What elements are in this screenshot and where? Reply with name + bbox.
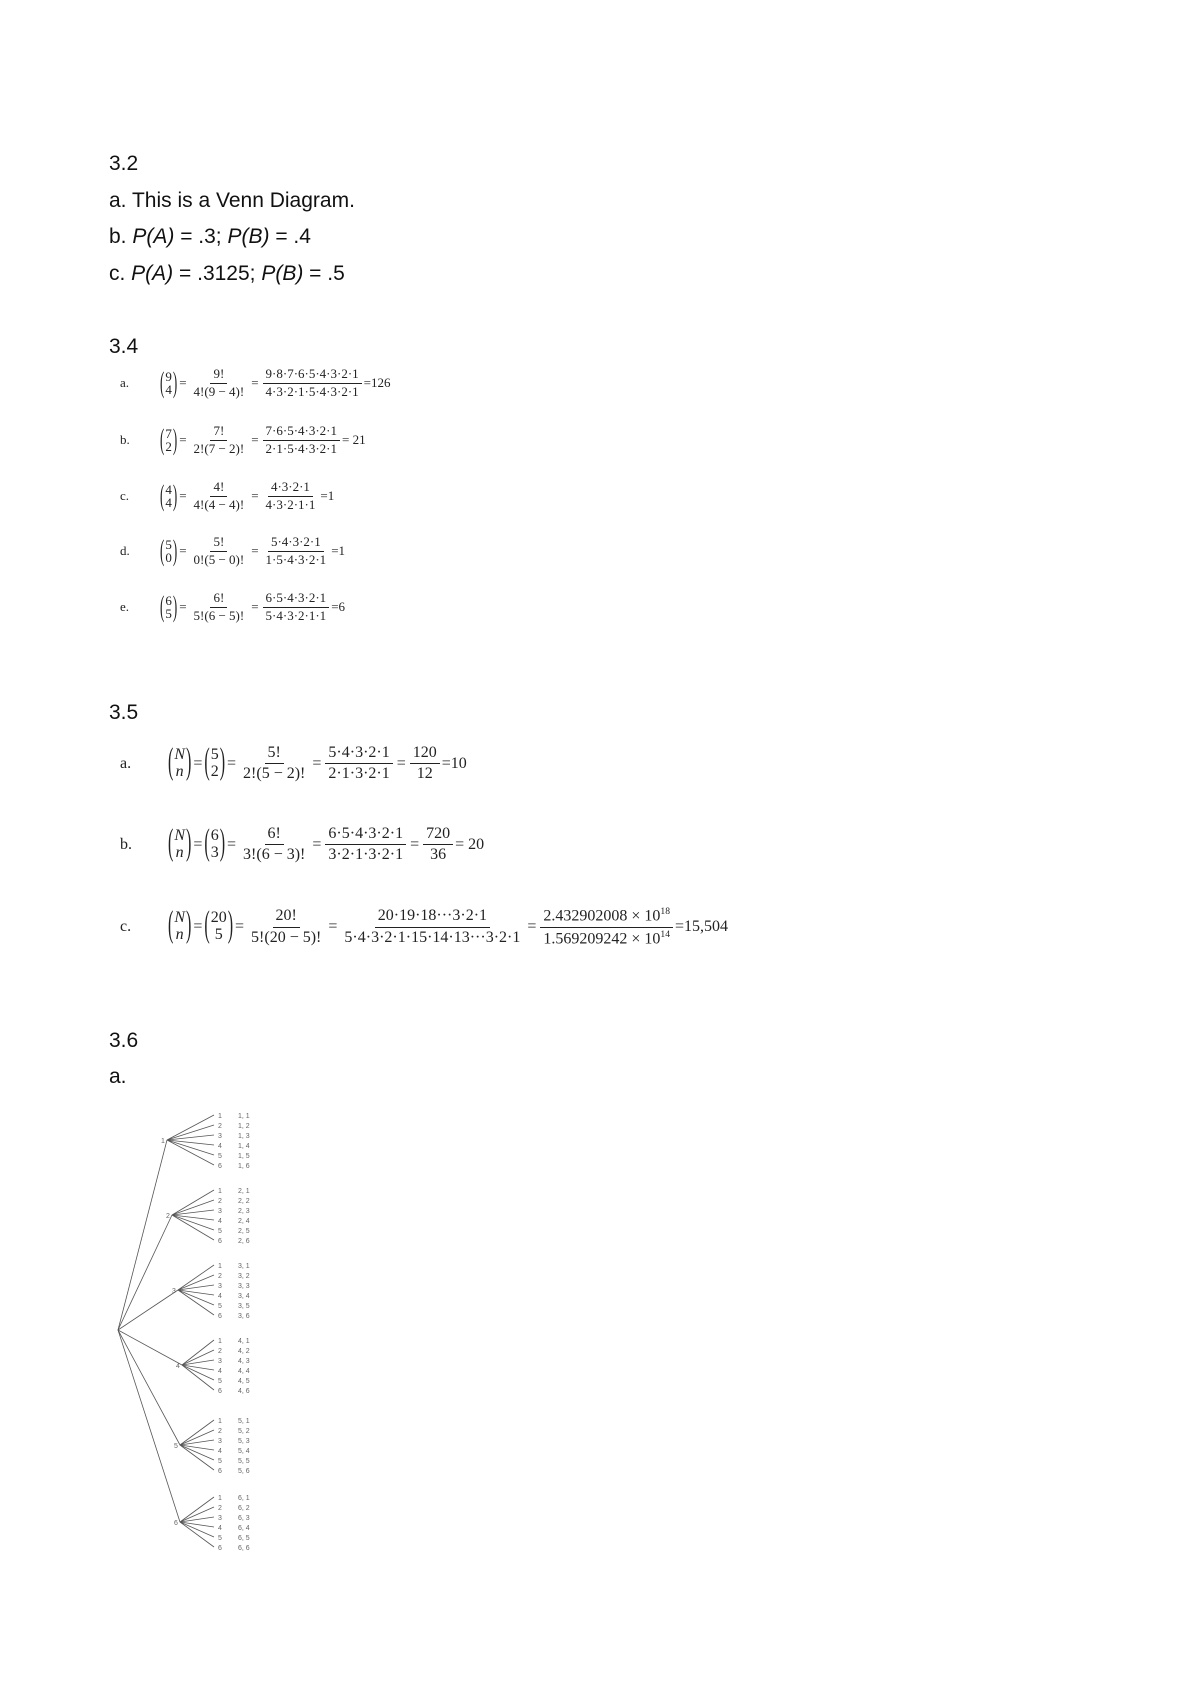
- denominator-base: 1.569209242 × 10: [543, 930, 661, 948]
- tree-second-label: 3: [218, 1208, 222, 1215]
- denominator: 12: [416, 765, 433, 783]
- tree-outcome-label: 3, 3: [238, 1283, 250, 1290]
- tree-outcome-label: 5, 3: [238, 1438, 250, 1445]
- numerator: 6!: [210, 591, 227, 608]
- tree-second-label: 5: [218, 1458, 222, 1465]
- tree-outcome-label: 6, 5: [238, 1535, 250, 1542]
- answer-3-2-c-end: = .5: [303, 262, 345, 285]
- tree-outcome-label: 2, 1: [238, 1188, 250, 1195]
- right-paren: ): [186, 824, 192, 864]
- tree-second-label: 2: [218, 1198, 222, 1205]
- equals-sign: =: [193, 835, 203, 853]
- tree-second-label: 6: [218, 1313, 222, 1320]
- tree-second-label: 1: [218, 1338, 222, 1345]
- denominator: 5!(6 − 5)!: [193, 607, 245, 623]
- equals-sign: =: [179, 488, 187, 504]
- numerator: 6!: [265, 825, 284, 845]
- equals-sign: =: [193, 754, 203, 772]
- equals-sign: =: [193, 918, 203, 936]
- section-heading-3-4: 3.4: [109, 335, 139, 358]
- equals-sign: =: [312, 835, 322, 853]
- tree-second-label: 1: [218, 1188, 222, 1195]
- tree-second-label: 2: [218, 1428, 222, 1435]
- binom-top: 7: [165, 425, 172, 441]
- binom-top: 20: [210, 909, 227, 927]
- denominator: 5·4·3·2·1·15·14·13···3·2·1: [344, 928, 521, 946]
- tree-second-label: 1: [218, 1418, 222, 1425]
- tree-outcome-label: 3, 2: [238, 1273, 250, 1280]
- tree-outcome-label: 3, 6: [238, 1313, 250, 1320]
- equals-sign: =: [251, 488, 259, 504]
- numerator: 5·4·3·2·1: [268, 535, 324, 552]
- tree-outcome-label: 5, 4: [238, 1448, 250, 1455]
- result: =15,504: [675, 918, 729, 936]
- tree-outcome-label: 2, 5: [238, 1228, 250, 1235]
- denominator: 4!(9 − 4)!: [193, 383, 245, 399]
- tree-outcome-label: 3, 5: [238, 1303, 250, 1310]
- right-paren: ): [219, 824, 226, 864]
- tree-outcome-label: 5, 1: [238, 1418, 250, 1425]
- numerator: 9!: [210, 367, 227, 384]
- row-label: b.: [120, 432, 130, 448]
- denominator: 0!(5 − 0)!: [193, 551, 245, 567]
- tree-outcome-label: 2, 3: [238, 1208, 250, 1215]
- left-paren: (: [160, 478, 165, 513]
- right-paren: ): [172, 478, 178, 513]
- tree-first-label: 1: [161, 1138, 165, 1145]
- tree-second-label: 5: [218, 1303, 222, 1310]
- section-heading-3-2: 3.2: [109, 152, 139, 175]
- numerator: 5·4·3·2·1: [325, 744, 392, 764]
- tree-outcome-label: 2, 6: [238, 1238, 250, 1245]
- tree-second-label: 4: [218, 1448, 222, 1455]
- left-paren: (: [168, 824, 174, 864]
- tree-second-label: 3: [218, 1133, 222, 1140]
- tree-second-label: 6: [218, 1388, 222, 1395]
- tree-second-label: 1: [218, 1113, 222, 1120]
- tree-outcome-label: 4, 4: [238, 1368, 250, 1375]
- denominator: 5!(20 − 5)!: [251, 928, 322, 946]
- tree-outcome-label: 4, 1: [238, 1338, 250, 1345]
- binom-bottom: 4: [165, 382, 172, 398]
- tree-second-label: 3: [218, 1438, 222, 1445]
- numerator: 120: [410, 744, 440, 764]
- row-label: c.: [120, 918, 132, 936]
- equals-sign: =: [251, 599, 259, 615]
- equals-sign: =: [328, 918, 338, 936]
- result: =1: [320, 488, 335, 504]
- binom-bottom: 0: [165, 550, 172, 566]
- result: = 20: [455, 835, 485, 853]
- row-label: c.: [120, 488, 130, 504]
- numerator-exponent: 18: [660, 906, 671, 917]
- section-heading-3-6: 3.6: [109, 1029, 139, 1052]
- row-label: a.: [120, 754, 132, 772]
- section-heading-3-5: 3.5: [109, 701, 139, 724]
- equals-sign: =: [227, 754, 237, 772]
- binom-bottom: 5: [214, 926, 223, 944]
- tree-outcome-label: 4, 6: [238, 1388, 250, 1395]
- numerator: 20!: [273, 907, 300, 927]
- tree-outcome-label: 2, 4: [238, 1218, 250, 1225]
- tree-outcome-label: 5, 5: [238, 1458, 250, 1465]
- tree-second-label: 4: [218, 1525, 222, 1532]
- tree-second-label: 5: [218, 1378, 222, 1385]
- answer-3-2-c-mid: = .3125;: [173, 262, 262, 285]
- left-paren: (: [160, 533, 165, 568]
- left-paren: (: [168, 743, 174, 783]
- answer-3-2-c-prefix: c.: [109, 262, 132, 285]
- denominator-exponent: 14: [660, 928, 671, 940]
- tree-second-label: 4: [218, 1368, 222, 1375]
- tree-first-label: 5: [174, 1443, 178, 1450]
- answer-3-2-a: a. This is a Venn Diagram.: [109, 189, 355, 212]
- equals-sign: =: [312, 754, 322, 772]
- tree-outcome-label: 5, 6: [238, 1468, 250, 1475]
- denominator: 4!(4 − 4)!: [193, 496, 245, 512]
- binom-top: 5: [165, 536, 172, 552]
- answer-3-2-b-mid: = .3;: [174, 225, 228, 248]
- tree-second-label: 6: [218, 1163, 222, 1170]
- tree-outcome-label: 6, 4: [238, 1525, 250, 1532]
- right-paren: ): [172, 365, 178, 400]
- denominator: 5·4·3·2·1·1: [265, 607, 327, 623]
- left-paren: (: [204, 906, 210, 946]
- equals-sign: =: [179, 432, 187, 448]
- tree-outcome-label: 2, 2: [238, 1198, 250, 1205]
- left-paren: (: [204, 824, 210, 864]
- left-paren: (: [160, 589, 165, 624]
- tree-outcome-label: 4, 5: [238, 1378, 250, 1385]
- result: = 21: [342, 432, 366, 448]
- tree-first-label: 3: [172, 1288, 176, 1295]
- binom-bottom: 5: [165, 606, 172, 622]
- right-paren: ): [186, 906, 192, 946]
- right-paren: ): [219, 743, 226, 783]
- prob-b-c: P(B): [261, 262, 304, 285]
- equals-sign: =: [179, 543, 187, 559]
- result: =1: [331, 543, 346, 559]
- tree-outcome-label: 1, 2: [238, 1123, 250, 1130]
- tree-first-label: 2: [166, 1213, 170, 1220]
- result: =10: [441, 754, 467, 772]
- tree-second-label: 6: [218, 1468, 222, 1475]
- numerator: 7!: [210, 424, 227, 441]
- equals-sign: =: [235, 918, 245, 936]
- tree-outcome-label: 3, 1: [238, 1263, 250, 1270]
- equals-sign: =: [179, 599, 187, 615]
- binom-bottom: 2: [165, 439, 172, 455]
- right-paren: ): [186, 743, 192, 783]
- right-paren: ): [227, 906, 234, 946]
- equals-sign: =: [410, 835, 420, 853]
- prob-a-c: P(A): [131, 262, 174, 285]
- tree-first-label: 4: [176, 1363, 180, 1370]
- binom-bottom: 3: [210, 843, 219, 861]
- tree-second-label: 1: [218, 1495, 222, 1502]
- equals-sign: =: [251, 375, 259, 391]
- tree-first-label: 6: [174, 1520, 178, 1527]
- tree-second-label: 2: [218, 1348, 222, 1355]
- binom-top: 6: [165, 592, 172, 608]
- tree-outcome-label: 6, 6: [238, 1545, 250, 1552]
- binom-top: 6: [210, 827, 219, 845]
- binom-top: 5: [210, 746, 219, 764]
- numerator: 6·5·4·3·2·1: [325, 825, 406, 845]
- numerator: 7·6·5·4·3·2·1: [263, 424, 340, 441]
- prob-a-b: P(A): [132, 225, 175, 248]
- tree-second-label: 3: [218, 1515, 222, 1522]
- numerator: 5!: [265, 744, 284, 764]
- tree-second-label: 3: [218, 1283, 222, 1290]
- numerator: 4·3·2·1: [268, 480, 313, 497]
- tree-second-label: 5: [218, 1228, 222, 1235]
- answer-3-6-a-label: a.: [109, 1065, 127, 1088]
- tree-second-label: 1: [218, 1263, 222, 1270]
- numerator: 9·8·7·6·5·4·3·2·1: [263, 367, 362, 384]
- tree-outcome-label: 1, 3: [238, 1133, 250, 1140]
- binom-bottom-n: n: [175, 926, 184, 944]
- tree-second-label: 4: [218, 1143, 222, 1150]
- tree-outcome-label: 3, 4: [238, 1293, 250, 1300]
- tree-outcome-label: 6, 2: [238, 1505, 250, 1512]
- row-label: e.: [120, 599, 130, 615]
- equals-sign: =: [251, 543, 259, 559]
- binom-top: 9: [165, 368, 172, 384]
- tree-outcome-label: 6, 1: [238, 1495, 250, 1502]
- denominator: 2!(7 − 2)!: [193, 440, 245, 456]
- right-paren: ): [172, 589, 178, 624]
- tree-outcome-label: 1, 6: [238, 1163, 250, 1170]
- equals-sign: =: [527, 918, 537, 936]
- answer-3-2-b-prefix: b.: [109, 225, 133, 248]
- denominator: 4·3·2·1·1: [265, 496, 316, 512]
- result: =126: [363, 375, 391, 391]
- binom-bottom: 2: [210, 762, 219, 780]
- numerator: 5!: [210, 535, 227, 552]
- denominator: 2·1·5·4·3·2·1: [265, 440, 338, 456]
- tree-second-label: 6: [218, 1238, 222, 1245]
- tree-second-label: 5: [218, 1153, 222, 1160]
- tree-second-label: 2: [218, 1273, 222, 1280]
- binom-top-N: N: [174, 909, 185, 927]
- row-label: a.: [120, 375, 130, 391]
- left-paren: (: [204, 743, 210, 783]
- result: =6: [331, 599, 346, 615]
- numerator-base: 2.432902008 × 10: [543, 907, 661, 925]
- tree-outcome-label: 4, 2: [238, 1348, 250, 1355]
- tree-branch-first: [118, 1215, 172, 1330]
- denominator: 2·1·3·2·1: [328, 765, 390, 783]
- tree-outcome-label: 5, 2: [238, 1428, 250, 1435]
- row-label: d.: [120, 543, 130, 559]
- tree-branch-first: [118, 1140, 167, 1330]
- binom-top-N: N: [174, 827, 185, 845]
- denominator: 3·2·1·3·2·1: [328, 846, 404, 864]
- denominator: 4·3·2·1·5·4·3·2·1: [265, 383, 359, 399]
- numerator: 4!: [210, 480, 227, 497]
- tree-second-label: 2: [218, 1123, 222, 1130]
- left-paren: (: [168, 906, 174, 946]
- numerator: 20·19·18···3·2·1: [375, 907, 490, 927]
- numerator: 6·5·4·3·2·1: [263, 591, 330, 608]
- tree-second-label: 5: [218, 1535, 222, 1542]
- equals-sign: =: [251, 432, 259, 448]
- equals-sign: =: [396, 754, 406, 772]
- left-paren: (: [160, 365, 165, 400]
- tree-second-label: 6: [218, 1545, 222, 1552]
- binom-top: 4: [165, 481, 172, 497]
- prob-b-b: P(B): [227, 225, 270, 248]
- denominator: 2!(5 − 2)!: [243, 765, 306, 783]
- binom-bottom-n: n: [175, 762, 184, 780]
- binom-bottom-n: n: [175, 843, 184, 861]
- right-paren: ): [172, 422, 178, 457]
- equals-sign: =: [179, 375, 187, 391]
- binom-bottom: 4: [165, 495, 172, 511]
- tree-second-label: 3: [218, 1358, 222, 1365]
- tree-outcome-label: 6, 3: [238, 1515, 250, 1522]
- tree-outcome-label: 1, 4: [238, 1143, 250, 1150]
- left-paren: (: [160, 422, 165, 457]
- tree-second-label: 4: [218, 1293, 222, 1300]
- equals-sign: =: [227, 835, 237, 853]
- answer-3-2-b-end: = .4: [269, 225, 311, 248]
- denominator: 1·5·4·3·2·1: [265, 551, 327, 567]
- tree-outcome-label: 1, 5: [238, 1153, 250, 1160]
- denominator: 36: [430, 846, 447, 864]
- right-paren: ): [172, 533, 178, 568]
- tree-second-label: 2: [218, 1505, 222, 1512]
- numerator: 720: [423, 825, 453, 845]
- denominator: 3!(6 − 3)!: [243, 846, 306, 864]
- tree-outcome-label: 1, 1: [238, 1113, 250, 1120]
- tree-outcome-label: 4, 3: [238, 1358, 250, 1365]
- tree-second-label: 4: [218, 1218, 222, 1225]
- row-label: b.: [120, 835, 132, 853]
- binom-top-N: N: [174, 746, 185, 764]
